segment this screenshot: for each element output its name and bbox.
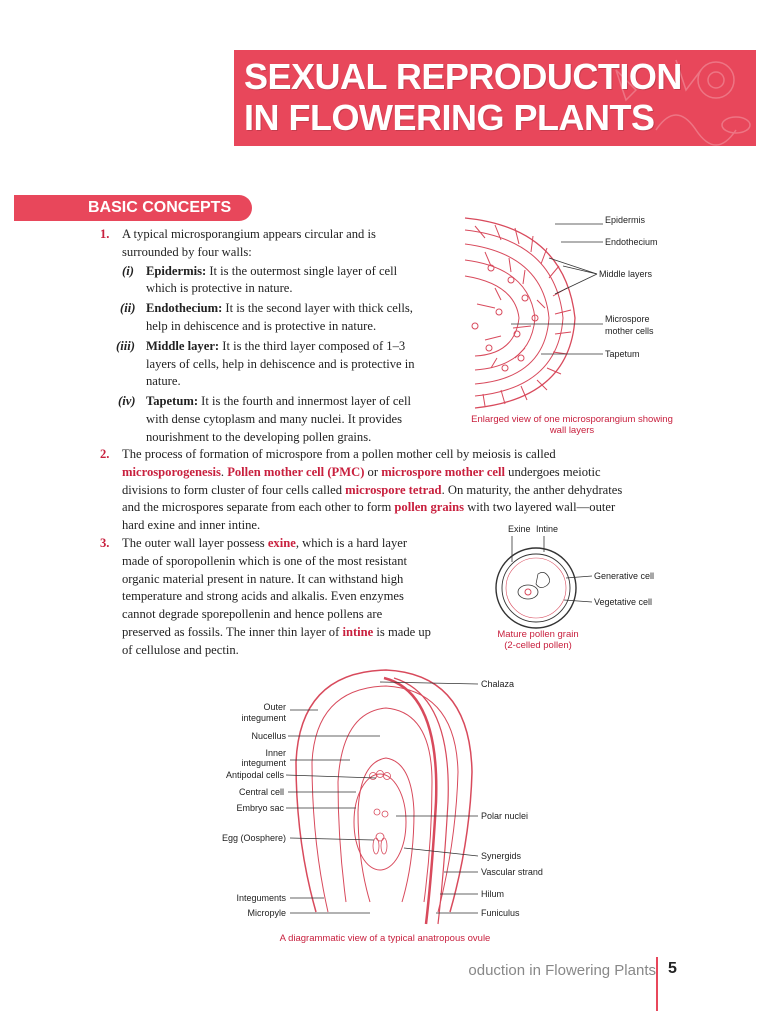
point-3-line5: cannot degrade sporepollenin and hence pollens are xyxy=(122,607,383,622)
label-vegetative-cell: Vegetative cell xyxy=(594,597,653,607)
section-header: BASIC CONCEPTS xyxy=(14,195,252,221)
point-3 xyxy=(102,535,472,660)
label-outer-integument-1: Outer xyxy=(263,702,286,712)
point-1-number: 1. xyxy=(100,227,110,241)
label-microspore-mother-cells-2: mother cells xyxy=(605,326,654,336)
subpoint-iii-term: Middle layer: xyxy=(146,338,220,353)
point-3-line3: organic material present in nature. It can withstand high xyxy=(122,571,404,586)
term-pollen-grains: pollen grains xyxy=(394,500,465,515)
subpoint-iv-line2: with dense cytoplasm and many nuclei. It provides xyxy=(146,411,403,426)
point-3-line6b: is made up xyxy=(373,624,431,639)
label-epidermis: Epidermis xyxy=(605,215,646,225)
point-3-line7: of cellulose and pectin. xyxy=(122,642,239,657)
fig2-caption-line1: Mature pollen grain xyxy=(497,629,579,640)
point-3-line1b: , which is a hard layer xyxy=(295,536,408,550)
point-2-line4a: and the microspores separate from each other to form xyxy=(122,500,395,515)
subpoint-ii-term: Endothecium: xyxy=(146,301,223,316)
subpoint-iv-number: (iv) xyxy=(118,394,136,409)
point-2-sep1: . xyxy=(220,464,228,479)
subpoint-iii xyxy=(116,338,452,391)
subpoint-ii-line1: It is the second layer with thick cells, xyxy=(222,301,413,316)
term-intine: intine xyxy=(342,624,374,639)
point-2-line4b: with two layered wall—outer xyxy=(464,500,616,515)
label-inner-integument-2: integument xyxy=(241,758,286,768)
label-synergids: Synergids xyxy=(481,851,522,861)
subpoint-iv-line1: It is the fourth and innermost layer of cell xyxy=(198,394,412,409)
microsporangium-figure xyxy=(455,208,705,443)
label-hilum: Hilum xyxy=(481,889,505,899)
label-tapetum: Tapetum xyxy=(605,349,640,359)
point-3-line2: made of sporopollenin which is one of the most resistant xyxy=(122,553,408,568)
point-3-line4: temperature and strong acids and alkalis. Even enzymes xyxy=(122,589,404,604)
subpoint-i-line2: which is protective in nature. xyxy=(146,281,293,296)
point-2-line5: hard exine and inner intine. xyxy=(122,518,261,533)
label-chalaza: Chalaza xyxy=(481,679,515,689)
point-2-line3 xyxy=(122,482,682,500)
ovule-figure xyxy=(200,662,560,927)
subpoint-i-number: (i) xyxy=(122,263,134,278)
fig1-caption xyxy=(452,414,692,436)
label-outer-integument-2: integument xyxy=(241,713,286,723)
point-1-line2: surrounded by four walls: xyxy=(122,244,252,259)
page-divider xyxy=(656,957,658,1011)
fig2-caption xyxy=(478,629,598,651)
point-2-line3a: divisions to form cluster of four cells called xyxy=(122,482,346,497)
label-middle-layers: Middle layers xyxy=(599,269,653,279)
chapter-banner xyxy=(234,50,756,146)
point-1 xyxy=(102,226,452,447)
label-polar-nuclei: Polar nuclei xyxy=(481,811,529,821)
fig2-caption-line2: (2-celled pollen) xyxy=(504,640,572,651)
label-nucellus: Nucellus xyxy=(251,731,286,741)
subpoint-iv-line3: nourishment to the developing pollen grains. xyxy=(146,429,372,444)
label-embryo-sac: Embryo sac xyxy=(236,803,284,813)
fig1-caption-line2: wall layers xyxy=(549,425,595,436)
point-3-line1a: The outer wall layer possess xyxy=(122,536,268,550)
subpoint-i-line1: It is the outermost single layer of cell xyxy=(206,263,398,278)
subpoint-i-term: Epidermis: xyxy=(146,263,207,278)
label-antipodal-cells: Antipodal cells xyxy=(225,770,284,780)
subpoint-i xyxy=(122,263,452,299)
subpoint-iv-term: Tapetum: xyxy=(146,394,199,409)
label-intine: Intine xyxy=(536,524,559,534)
subpoint-iv xyxy=(118,393,452,446)
term-exine: exine xyxy=(267,536,296,550)
subpoint-ii-line2: help in dehiscence and is protective in nature. xyxy=(146,318,377,333)
chapter-title-line1: SEXUAL REPRODUCTION xyxy=(244,56,682,97)
pollen-grain-figure xyxy=(480,520,680,630)
chapter-title-line2: IN FLOWERING PLANTS xyxy=(244,97,655,138)
point-2-line1: The process of formation of microspore from a pollen mother cell by meiosis is called xyxy=(122,447,556,461)
point-2-sep2: or xyxy=(364,464,382,479)
fig1-caption-line1: Enlarged view of one microsporangium showing xyxy=(471,414,673,425)
subpoint-ii xyxy=(120,300,452,336)
label-inner-integument-1: Inner xyxy=(265,748,286,758)
label-endothecium: Endothecium xyxy=(605,237,658,247)
label-exine: Exine xyxy=(508,524,531,534)
point-2-line4 xyxy=(122,499,682,517)
fig3-caption: A diagrammatic view of a typical anatropous ovule xyxy=(279,933,491,944)
term-microspore-mother-cell: microspore mother cell xyxy=(381,464,505,479)
point-2-sep3: undergoes meiotic xyxy=(505,464,601,479)
subpoint-ii-number: (ii) xyxy=(120,301,136,316)
subpoint-iii-line2: layers of cells, help in dehiscence and is protective in xyxy=(146,356,415,371)
label-generative-cell: Generative cell xyxy=(594,571,655,581)
point-3-line1 xyxy=(122,535,472,553)
label-integuments: Integuments xyxy=(236,893,286,903)
point-2-line3b: . On maturity, the anther dehydrates xyxy=(441,482,623,497)
page-number: 5 xyxy=(668,960,677,977)
subpoint-iii-number: (iii) xyxy=(116,338,135,353)
label-funiculus: Funiculus xyxy=(481,908,520,918)
label-micropyle: Micropyle xyxy=(247,908,286,918)
point-2-line2 xyxy=(122,464,682,482)
term-microsporogenesis: microsporogenesis xyxy=(122,464,221,479)
term-pmc: Pollen mother cell (PMC) xyxy=(227,464,365,479)
point-1-line1: A typical microsporangium appears circular and is xyxy=(122,227,376,241)
chapter-title xyxy=(244,56,682,138)
running-footer: oduction in Flowering Plants xyxy=(468,962,656,979)
point-3-line6a: preserved as fossils. The inner thin layer of xyxy=(122,624,343,639)
subpoint-iii-line1: It is the third layer composed of 1–3 xyxy=(219,338,406,353)
point-3-number: 3. xyxy=(100,536,110,550)
point-2-number: 2. xyxy=(100,447,110,461)
label-vascular-strand: Vascular strand xyxy=(481,867,543,877)
point-3-line6 xyxy=(122,624,472,642)
subpoint-iii-line3: nature. xyxy=(146,374,181,389)
term-microspore-tetrad: microspore tetrad xyxy=(345,482,442,497)
label-central-cell: Central cell xyxy=(238,787,284,797)
label-egg: Egg (Oosphere) xyxy=(221,833,286,843)
label-microspore-mother-cells-1: Microspore xyxy=(605,314,650,324)
